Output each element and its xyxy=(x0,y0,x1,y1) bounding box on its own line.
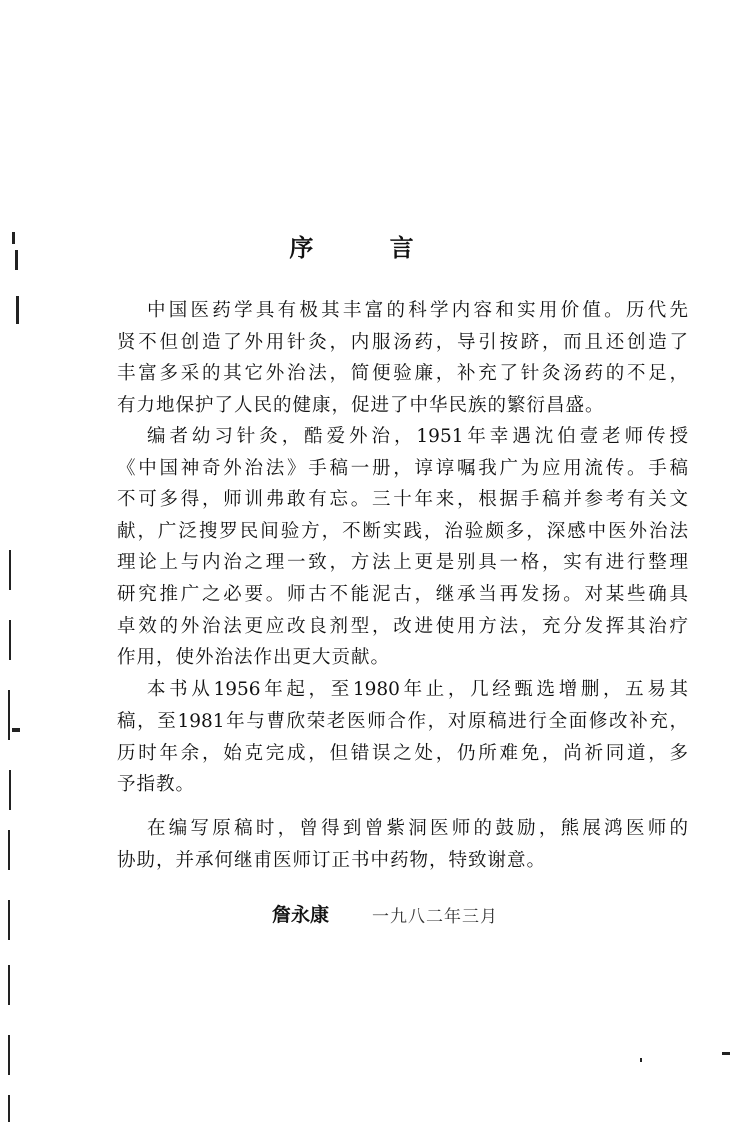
text-line: 理论上与内治之理一致，方法上更是别具一格，实有进行整理 xyxy=(117,552,688,573)
signature-date: 一九八二年三月 xyxy=(372,907,498,927)
text-line: 稿，至1981年与曹欣荣老医师合作，对原稿进行全面修改补充， xyxy=(117,711,688,732)
page-title: 序 言 xyxy=(289,234,448,262)
scan-mark xyxy=(8,1095,10,1122)
text-line: 在编写原稿时，曾得到曾紫洞医师的鼓励，熊展鸿医师的 xyxy=(147,818,688,839)
scan-mark xyxy=(9,770,11,810)
scan-mark xyxy=(640,1058,642,1062)
scan-mark xyxy=(8,690,10,740)
text-line: 献，广泛搜罗民间验方，不断实践，治验颇多，深感中医外治法 xyxy=(117,521,688,542)
scan-mark xyxy=(16,296,19,324)
text-line: 作用，使外治法作出更大贡献。 xyxy=(117,647,391,668)
scan-mark xyxy=(8,965,10,1005)
scan-mark xyxy=(9,620,11,660)
scan-mark xyxy=(8,830,10,870)
text-line: 不可多得，师训弗敢有忘。三十年来，根据手稿并参考有关文 xyxy=(117,489,688,510)
text-line: 有力地保护了人民的健康，促进了中华民族的繁衍昌盛。 xyxy=(117,395,605,416)
text-line: 丰富多采的其它外治法，简便验廉，补充了针灸汤药的不足， xyxy=(117,363,688,384)
text-line: 卓效的外治法更应改良剂型，改进使用方法，充分发挥其治疗 xyxy=(117,616,688,637)
scan-mark xyxy=(722,1052,730,1055)
text-line: 编者幼习针灸，酷爱外治，1951年幸遇沈伯壹老师传授 xyxy=(147,426,688,447)
text-line: 中国医药学具有极其丰富的科学内容和实用价值。历代先 xyxy=(147,300,688,321)
scan-mark xyxy=(8,1035,10,1075)
scan-mark xyxy=(12,232,15,244)
text-line: 予指教。 xyxy=(117,774,196,795)
scan-mark xyxy=(12,728,20,732)
text-line: 贤不但创造了外用针灸，内服汤药，导引按跻，而且还创造了 xyxy=(117,332,688,353)
text-line: 协助，并承何继甫医师订正书中药物，特致谢意。 xyxy=(117,850,547,871)
author-signature: 詹永康 xyxy=(272,904,330,926)
text-line: 《中国神奇外治法》手稿一册，谆谆嘱我广为应用流传。手稿 xyxy=(117,458,688,479)
text-line: 研究推广之必要。师古不能泥古，继承当再发扬。对某些确具 xyxy=(117,584,688,605)
scan-mark xyxy=(15,250,18,270)
text-line: 历时年余，始克完成，但错误之处，仍所难免，尚祈同道，多 xyxy=(117,743,688,764)
scan-mark xyxy=(8,900,10,940)
text-line: 本书从1956年起，至1980年止，几经甄选增删，五易其 xyxy=(147,679,688,700)
scan-mark xyxy=(9,550,11,590)
